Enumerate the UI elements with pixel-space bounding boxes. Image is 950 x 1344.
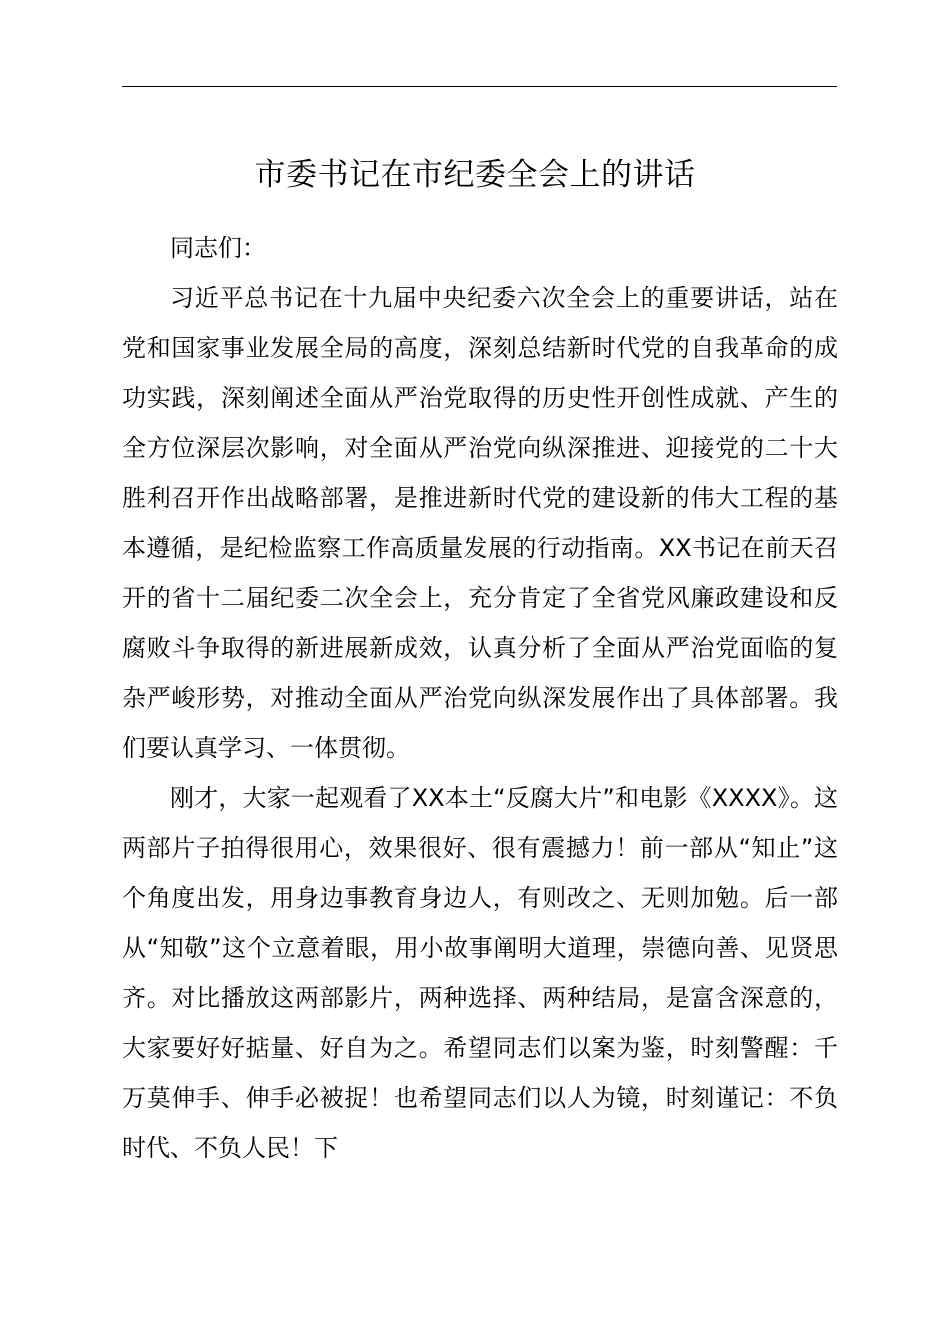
paragraph-1: 习近平总书记在十九届中央纪委六次全会上的重要讲话，站在党和国家事业发展全局的高度，深刻总结新时代党的自我革命的成功实践，深刻阐述全面从严治党取得的历史性开创性成就、产生的全方位深层次影响，对全面从严治党向纵深推进、迎接党的二十大胜利召开作出战略部署，是推进新时代党的建设新的伟大工程的基本遵循，是纪检监察工作高质量发展的行动指南。XX书记在前天召开的省十二届纪委二次全会上，充分肯定了全省党风廉政建设和反腐败斗争取得的新进展新成效，认真分析了全面从严治党面临的复杂严峻形势，对推动全面从严治党向纵深发展作出了具体部署。我们要认真学习、一体贯彻。 <box>122 284 838 762</box>
document-body <box>122 223 838 1173</box>
document-title: 市委书记在市纪委全会上的讲话 <box>254 157 696 193</box>
paragraph-2: 刚才，大家一起观看了XX本土“反腐大片”和电影《XXXX》。这两部片子拍得很用心，效果很好、很有震撼力！前一部从“知止”这个角度出发，用身边事教育身边人，有则改之、无则加勉。后一部从“知敬”这个立意着眼，用小故事阐明大道理，崇德向善、见贤思齐。对比播放这两部影片，两种选择、两种结局，是富含深意的，大家要好好掂量、好自为之。希望同志们以案为鉴，时刻警醒：千万莫伸手、伸手必被捉！也希望同志们以人为镜，时刻谨记：不负时代、不负人民！下 <box>122 784 838 1162</box>
salutation: 同志们： <box>170 234 266 262</box>
header-rule <box>122 86 837 87</box>
